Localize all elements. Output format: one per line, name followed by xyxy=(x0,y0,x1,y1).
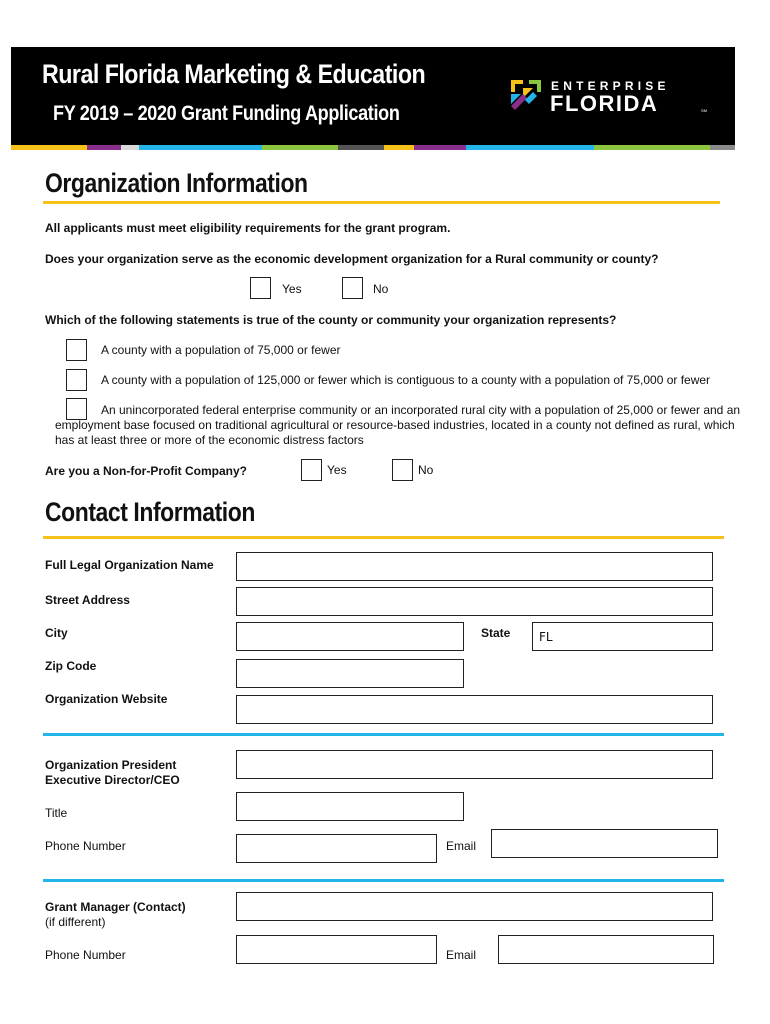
stripe-segment xyxy=(466,145,594,150)
stripe-segment xyxy=(262,145,338,150)
q1-yes-label: Yes xyxy=(282,282,302,296)
blue-divider xyxy=(43,733,724,736)
email-label: Email xyxy=(446,839,477,853)
title-label: Title xyxy=(45,806,68,820)
question-county-statement: Which of the following statements is true of the county or community your organization represents? xyxy=(45,313,617,327)
q3-yes-checkbox[interactable] xyxy=(301,459,322,481)
street-address-input[interactable] xyxy=(236,587,713,616)
stripe-segment xyxy=(710,145,735,150)
enterprise-florida-logo xyxy=(511,77,711,117)
logo-text-enterprise: ENTERPRISE xyxy=(551,79,670,93)
stripe-segment xyxy=(414,145,466,150)
q3-no-label: No xyxy=(418,463,434,477)
grant-manager-input[interactable] xyxy=(236,892,713,921)
grant-manager-label: Grant Manager (Contact) xyxy=(45,900,186,914)
header-banner xyxy=(11,47,735,145)
website-input[interactable] xyxy=(236,695,713,724)
zip-code-input[interactable] xyxy=(236,659,464,688)
contact-heading: Contact Information xyxy=(45,497,255,527)
city-input[interactable] xyxy=(236,622,464,651)
q1-yes-checkbox[interactable] xyxy=(250,277,271,299)
gold-divider xyxy=(43,536,724,539)
stripe-segment xyxy=(139,145,262,150)
logo-text-florida: FLORIDA xyxy=(550,91,659,116)
q3-no-checkbox[interactable] xyxy=(392,459,413,481)
zip-code-label: Zip Code xyxy=(45,659,97,673)
question-economic-dev-org: Does your organization serve as the economic development organization for a Rural community or county? xyxy=(45,252,659,266)
president-label-line1: Organization President xyxy=(45,758,177,772)
stripe-segment xyxy=(594,145,710,150)
logo-mark-icon xyxy=(511,80,541,112)
question-nonprofit: Are you a Non-for-Profit Company? xyxy=(45,464,248,478)
option1-checkbox[interactable] xyxy=(66,339,87,361)
stripe-segment xyxy=(121,145,139,150)
stripe-segment xyxy=(384,145,414,150)
organization-heading: Organization Information xyxy=(45,168,308,198)
street-address-label: Street Address xyxy=(45,593,130,607)
state-label: State xyxy=(481,626,511,640)
grant-manager-phone-label: Phone Number xyxy=(45,948,126,962)
grant-manager-note: (if different) xyxy=(45,915,106,929)
email-input[interactable] xyxy=(491,829,718,858)
option2-label: A county with a population of 125,000 or fewer which is contiguous to a county with a population of 75,000 or fewer xyxy=(101,373,711,387)
title-input[interactable] xyxy=(236,792,464,821)
state-input[interactable] xyxy=(532,622,713,651)
q1-no-label: No xyxy=(373,282,389,296)
grant-manager-phone-input[interactable] xyxy=(236,935,437,964)
website-label: Organization Website xyxy=(45,692,168,706)
phone-input[interactable] xyxy=(236,834,437,863)
blue-divider xyxy=(43,879,724,882)
page-title: Rural Florida Marketing & Education xyxy=(42,59,426,89)
president-input[interactable] xyxy=(236,750,713,779)
logo-service-mark: SM xyxy=(701,108,707,113)
org-name-label: Full Legal Organization Name xyxy=(45,558,214,572)
phone-label: Phone Number xyxy=(45,839,126,853)
stripe-segment xyxy=(11,145,87,150)
option1-label: A county with a population of 75,000 or fewer xyxy=(101,343,341,357)
option2-checkbox[interactable] xyxy=(66,369,87,391)
state-value: FL xyxy=(539,629,553,644)
stripe-segment xyxy=(338,145,384,150)
option3-label: An unincorporated federal enterprise community or an incorporated rural city with a population of 25,000 or fewer and an employment base focused on traditional agricultural or resource-based industries, located in a county not defined as rural, which has at least three or more of the economic distress factors xyxy=(55,403,741,447)
stripe-segment xyxy=(87,145,121,150)
q3-yes-label: Yes xyxy=(327,463,347,477)
eligibility-note: All applicants must meet eligibility requirements for the grant program. xyxy=(45,221,451,235)
page-subtitle: FY 2019 – 2020 Grant Funding Application xyxy=(53,102,400,125)
grant-manager-email-input[interactable] xyxy=(498,935,714,964)
grant-manager-email-label: Email xyxy=(446,948,477,962)
gold-divider xyxy=(43,201,720,204)
org-name-input[interactable] xyxy=(236,552,713,581)
president-label-line2: Executive Director/CEO xyxy=(45,773,180,787)
city-label: City xyxy=(45,626,68,640)
q1-no-checkbox[interactable] xyxy=(342,277,363,299)
